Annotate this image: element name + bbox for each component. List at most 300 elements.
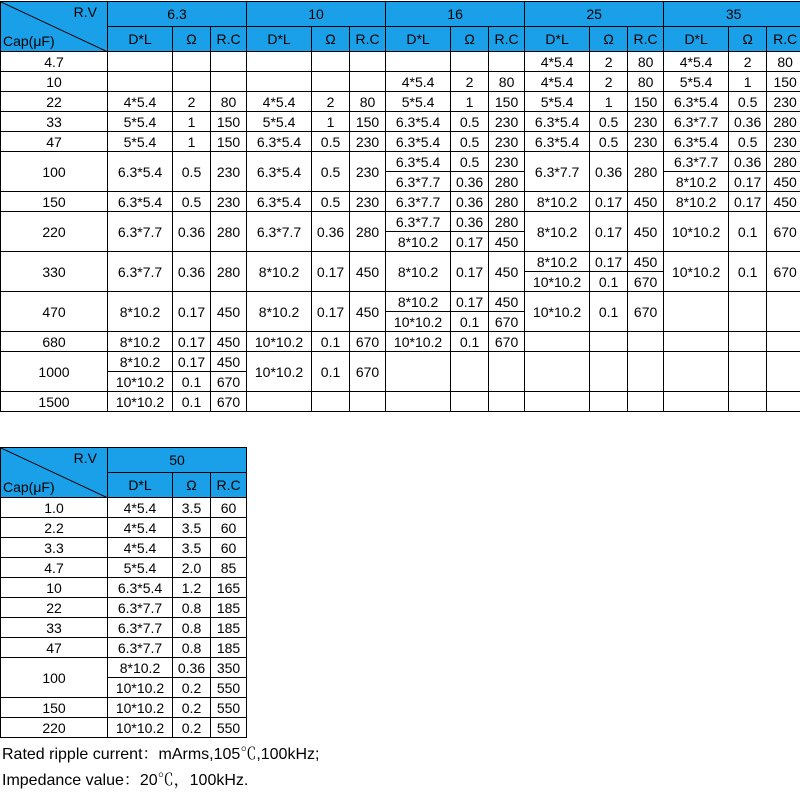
- size-cell: 5*5.4: [525, 92, 590, 112]
- capacitance-cell: 2.2: [1, 518, 108, 538]
- notes: [2, 742, 319, 794]
- empty-cell: [312, 392, 350, 412]
- size-cell: 10*10.2: [108, 678, 173, 698]
- rated-voltage-label: R.V: [73, 4, 97, 20]
- ripple-cell: 670: [211, 392, 247, 412]
- size-cell: 10*10.2: [664, 212, 729, 252]
- empty-cell: [664, 392, 729, 412]
- table-row: [1, 518, 247, 538]
- ripple-header: R.C: [767, 27, 800, 52]
- size-header: D*L: [247, 27, 312, 52]
- ripple-cell: 150: [211, 132, 247, 152]
- ripple-cell: 450: [211, 332, 247, 352]
- ripple-cell: 450: [211, 352, 247, 372]
- table-row: [1, 638, 247, 658]
- size-cell: 4*5.4: [525, 52, 590, 72]
- empty-cell: [247, 72, 312, 92]
- size-cell: 6.3*5.4: [525, 112, 590, 132]
- impedance-cell: 0.2: [173, 718, 211, 738]
- capacitance-label: Cap(μF): [3, 33, 55, 49]
- impedance-cell: 0.17: [729, 172, 767, 192]
- corner-header: [1, 2, 108, 52]
- impedance-cell: 2: [312, 92, 350, 112]
- impedance-header: Ω: [173, 473, 211, 498]
- ripple-cell: 230: [767, 92, 800, 112]
- empty-cell: [211, 52, 247, 72]
- impedance-cell: 0.5: [312, 152, 350, 192]
- size-cell: 10*10.2: [664, 252, 729, 292]
- empty-cell: [628, 352, 664, 392]
- empty-cell: [312, 52, 350, 72]
- ripple-cell: 550: [211, 718, 247, 738]
- rated-voltage-label: R.V: [73, 450, 97, 466]
- ripple-cell: 185: [211, 618, 247, 638]
- ripple-header: R.C: [489, 27, 525, 52]
- ripple-cell: 670: [350, 332, 386, 352]
- capacitance-cell: 4.7: [1, 52, 108, 72]
- size-cell: 6.3*5.4: [108, 152, 173, 192]
- size-cell: 4*5.4: [108, 92, 173, 112]
- ripple-cell: 280: [767, 152, 800, 172]
- ripple-cell: 670: [767, 212, 800, 252]
- ripple-cell: 450: [489, 292, 525, 312]
- size-cell: 8*10.2: [386, 252, 451, 292]
- size-cell: 10*10.2: [108, 718, 173, 738]
- table-row: [1, 132, 800, 152]
- impedance-cell: 2: [590, 52, 628, 72]
- ripple-cell: 60: [211, 518, 247, 538]
- ripple-cell: 550: [211, 678, 247, 698]
- ripple-cell: 670: [489, 332, 525, 352]
- ripple-cell: 80: [628, 72, 664, 92]
- impedance-cell: 0.1: [173, 392, 211, 412]
- impedance-cell: 0.17: [451, 232, 489, 252]
- impedance-header: Ω: [173, 27, 211, 52]
- impedance-cell: 1: [173, 132, 211, 152]
- ripple-cell: 80: [211, 92, 247, 112]
- size-cell: 5*5.4: [386, 92, 451, 112]
- ripple-table-50v: [0, 447, 247, 738]
- impedance-cell: 0.8: [173, 638, 211, 658]
- empty-cell: [729, 332, 767, 352]
- size-cell: 8*10.2: [664, 192, 729, 212]
- ripple-cell: 60: [211, 498, 247, 518]
- ripple-cell: 185: [211, 638, 247, 658]
- capacitance-cell: 33: [1, 112, 108, 132]
- size-cell: 6.3*7.7: [386, 192, 451, 212]
- size-cell: 6.3*7.7: [386, 212, 451, 232]
- size-header: D*L: [108, 27, 173, 52]
- ripple-cell: 670: [628, 292, 664, 332]
- impedance-cell: 0.17: [312, 252, 350, 292]
- table-row: [1, 252, 800, 272]
- ripple-cell: 80: [350, 92, 386, 112]
- size-cell: 8*10.2: [247, 292, 312, 332]
- impedance-cell: 0.5: [590, 112, 628, 132]
- table-row: [1, 718, 247, 738]
- voltage-header: 10: [247, 2, 386, 27]
- size-cell: 6.3*7.7: [108, 212, 173, 252]
- size-cell: 8*10.2: [108, 352, 173, 372]
- size-cell: 10*10.2: [525, 292, 590, 332]
- impedance-cell: 0.17: [451, 292, 489, 312]
- capacitance-label: Cap(μF): [3, 479, 55, 495]
- size-cell: 8*10.2: [525, 252, 590, 272]
- ripple-cell: 350: [211, 658, 247, 678]
- impedance-cell: 0.5: [173, 152, 211, 192]
- size-cell: 5*5.4: [108, 112, 173, 132]
- capacitance-cell: 22: [1, 598, 108, 618]
- capacitance-cell: 3.3: [1, 538, 108, 558]
- impedance-header: Ω: [729, 27, 767, 52]
- impedance-cell: 0.17: [312, 292, 350, 332]
- ripple-note: Rated ripple current：mArms,105℃,100kHz;: [2, 746, 320, 763]
- ripple-cell: 280: [350, 212, 386, 252]
- empty-cell: [386, 52, 451, 72]
- size-cell: 10*10.2: [108, 392, 173, 412]
- ripple-header: R.C: [211, 473, 247, 498]
- table-row: [1, 538, 247, 558]
- empty-cell: [489, 392, 525, 412]
- size-cell: 4*5.4: [386, 72, 451, 92]
- size-cell: 10*10.2: [108, 698, 173, 718]
- table-row: [1, 578, 247, 598]
- size-cell: 6.3*7.7: [664, 152, 729, 172]
- empty-cell: [173, 72, 211, 92]
- ripple-table-main: [0, 1, 800, 412]
- capacitance-cell: 1.0: [1, 498, 108, 518]
- impedance-cell: 0.1: [729, 212, 767, 252]
- size-cell: 6.3*5.4: [247, 192, 312, 212]
- table-row: [1, 558, 247, 578]
- capacitance-cell: 150: [1, 698, 108, 718]
- table-row: [1, 498, 247, 518]
- empty-cell: [767, 352, 800, 392]
- impedance-cell: 0.17: [451, 252, 489, 292]
- impedance-cell: 0.5: [590, 132, 628, 152]
- empty-cell: [451, 52, 489, 72]
- table-row: [1, 332, 800, 352]
- impedance-cell: 0.17: [590, 252, 628, 272]
- size-cell: 8*10.2: [525, 212, 590, 252]
- impedance-cell: 3.5: [173, 538, 211, 558]
- empty-cell: [247, 52, 312, 72]
- table-row: [1, 292, 800, 312]
- empty-cell: [451, 352, 489, 392]
- size-header: D*L: [108, 473, 173, 498]
- size-cell: 6.3*5.4: [386, 152, 451, 172]
- impedance-cell: 2: [590, 72, 628, 92]
- ripple-cell: 230: [767, 132, 800, 152]
- capacitance-cell: 33: [1, 618, 108, 638]
- ripple-cell: 450: [350, 252, 386, 292]
- size-cell: 6.3*7.7: [108, 638, 173, 658]
- impedance-cell: 0.5: [451, 132, 489, 152]
- size-cell: 6.3*5.4: [664, 92, 729, 112]
- ripple-cell: 150: [767, 72, 800, 92]
- table-row: [1, 618, 247, 638]
- voltage-header: 35: [664, 2, 800, 27]
- impedance-cell: 1: [729, 72, 767, 92]
- impedance-cell: 0.36: [173, 252, 211, 292]
- impedance-cell: 0.17: [173, 332, 211, 352]
- empty-cell: [628, 332, 664, 352]
- ripple-cell: 450: [628, 212, 664, 252]
- voltage-header: 16: [386, 2, 525, 27]
- capacitance-cell: 1500: [1, 392, 108, 412]
- size-cell: 4*5.4: [108, 498, 173, 518]
- capacitance-cell: 22: [1, 92, 108, 112]
- size-cell: 6.3*7.7: [108, 618, 173, 638]
- size-cell: 5*5.4: [108, 558, 173, 578]
- ripple-cell: 280: [628, 152, 664, 192]
- impedance-cell: 0.36: [173, 212, 211, 252]
- impedance-header: Ω: [590, 27, 628, 52]
- size-header: D*L: [525, 27, 590, 52]
- impedance-cell: 0.5: [312, 192, 350, 212]
- ripple-cell: 150: [628, 92, 664, 112]
- empty-cell: [489, 52, 525, 72]
- ripple-cell: 150: [211, 112, 247, 132]
- table-row: [1, 92, 800, 112]
- size-cell: 8*10.2: [108, 292, 173, 332]
- impedance-header: Ω: [312, 27, 350, 52]
- impedance-cell: 0.5: [451, 112, 489, 132]
- ripple-cell: 150: [489, 92, 525, 112]
- impedance-cell: 0.36: [729, 112, 767, 132]
- impedance-cell: 0.1: [590, 272, 628, 292]
- size-header: D*L: [664, 27, 729, 52]
- empty-cell: [590, 332, 628, 352]
- empty-cell: [525, 352, 590, 392]
- ripple-cell: 450: [628, 192, 664, 212]
- size-cell: 4*5.4: [664, 52, 729, 72]
- size-cell: 6.3*7.7: [108, 598, 173, 618]
- impedance-cell: 0.1: [312, 352, 350, 392]
- ripple-cell: 60: [211, 538, 247, 558]
- capacitance-cell: 100: [1, 152, 108, 192]
- ripple-cell: 230: [628, 132, 664, 152]
- ripple-cell: 450: [489, 232, 525, 252]
- ripple-cell: 230: [350, 132, 386, 152]
- size-cell: 10*10.2: [386, 332, 451, 352]
- empty-cell: [729, 392, 767, 412]
- empty-cell: [108, 72, 173, 92]
- capacitance-cell: 220: [1, 212, 108, 252]
- table-row: [1, 698, 247, 718]
- ripple-header: R.C: [211, 27, 247, 52]
- size-cell: 8*10.2: [525, 192, 590, 212]
- voltage-header: 6.3: [108, 2, 247, 27]
- size-cell: 6.3*5.4: [386, 132, 451, 152]
- voltage-header-row: [1, 2, 800, 27]
- ripple-cell: 80: [767, 52, 800, 72]
- ripple-cell: 550: [211, 698, 247, 718]
- ripple-cell: 280: [489, 212, 525, 232]
- impedance-cell: 0.5: [451, 152, 489, 172]
- ripple-cell: 280: [489, 192, 525, 212]
- impedance-note: Impedance value：20℃，100kHz.: [2, 772, 249, 789]
- ripple-cell: 230: [350, 192, 386, 212]
- ripple-cell: 280: [489, 172, 525, 192]
- size-cell: 4*5.4: [108, 518, 173, 538]
- size-cell: 4*5.4: [247, 92, 312, 112]
- impedance-cell: 3.5: [173, 498, 211, 518]
- capacitance-cell: 220: [1, 718, 108, 738]
- corner-header: [1, 448, 108, 498]
- impedance-cell: 2: [173, 92, 211, 112]
- size-cell: 6.3*7.7: [247, 212, 312, 252]
- ripple-cell: 450: [211, 292, 247, 332]
- impedance-cell: 0.1: [451, 312, 489, 332]
- ripple-cell: 165: [211, 578, 247, 598]
- empty-cell: [350, 392, 386, 412]
- impedance-cell: 0.1: [312, 332, 350, 352]
- voltage-header: 50: [108, 448, 247, 473]
- impedance-cell: 0.36: [451, 212, 489, 232]
- size-cell: 5*5.4: [664, 72, 729, 92]
- size-cell: 6.3*5.4: [247, 152, 312, 192]
- empty-cell: [664, 292, 729, 332]
- size-cell: 5*5.4: [108, 132, 173, 152]
- empty-cell: [211, 72, 247, 92]
- ripple-header: R.C: [350, 27, 386, 52]
- empty-cell: [173, 52, 211, 72]
- ripple-cell: 670: [767, 252, 800, 292]
- impedance-cell: 2.0: [173, 558, 211, 578]
- size-cell: 10*10.2: [108, 372, 173, 392]
- impedance-cell: 0.36: [451, 192, 489, 212]
- table-row: [1, 598, 247, 618]
- ripple-cell: 80: [628, 52, 664, 72]
- impedance-cell: 0.5: [173, 192, 211, 212]
- ripple-cell: 450: [489, 252, 525, 292]
- impedance-cell: 1.2: [173, 578, 211, 598]
- size-cell: 6.3*5.4: [386, 112, 451, 132]
- ripple-cell: 280: [211, 212, 247, 252]
- ripple-cell: 670: [489, 312, 525, 332]
- impedance-cell: 1: [312, 112, 350, 132]
- size-cell: 4*5.4: [108, 538, 173, 558]
- impedance-cell: 0.36: [173, 658, 211, 678]
- size-cell: 6.3*7.7: [386, 172, 451, 192]
- size-cell: 6.3*5.4: [108, 578, 173, 598]
- impedance-cell: 0.1: [729, 252, 767, 292]
- capacitance-cell: 10: [1, 72, 108, 92]
- impedance-cell: 0.8: [173, 598, 211, 618]
- ripple-cell: 670: [628, 272, 664, 292]
- table-row: [1, 212, 800, 232]
- empty-cell: [312, 72, 350, 92]
- size-cell: 6.3*5.4: [108, 192, 173, 212]
- impedance-cell: 1: [451, 92, 489, 112]
- impedance-cell: 0.5: [729, 92, 767, 112]
- empty-cell: [664, 332, 729, 352]
- capacitance-cell: 470: [1, 292, 108, 332]
- impedance-cell: 0.1: [451, 332, 489, 352]
- table-row: [1, 52, 800, 72]
- ripple-cell: 230: [489, 132, 525, 152]
- empty-cell: [525, 332, 590, 352]
- empty-cell: [386, 352, 451, 392]
- impedance-cell: 0.5: [729, 132, 767, 152]
- size-cell: 6.3*7.7: [664, 112, 729, 132]
- impedance-cell: 0.17: [590, 192, 628, 212]
- impedance-cell: 0.36: [312, 212, 350, 252]
- size-cell: 6.3*7.7: [108, 252, 173, 292]
- voltage-header: 25: [525, 2, 664, 27]
- ripple-cell: 230: [350, 152, 386, 192]
- table-row: [1, 112, 800, 132]
- empty-cell: [108, 52, 173, 72]
- ripple-cell: 670: [211, 372, 247, 392]
- impedance-cell: 0.1: [173, 372, 211, 392]
- capacitance-cell: 330: [1, 252, 108, 292]
- ripple-cell: 185: [211, 598, 247, 618]
- capacitance-cell: 4.7: [1, 558, 108, 578]
- empty-cell: [525, 392, 590, 412]
- capacitance-cell: 680: [1, 332, 108, 352]
- table-row: [1, 152, 800, 172]
- empty-cell: [590, 352, 628, 392]
- table-row: [1, 392, 800, 412]
- impedance-cell: 0.2: [173, 698, 211, 718]
- ripple-cell: 230: [211, 152, 247, 192]
- impedance-cell: 0.1: [590, 292, 628, 332]
- empty-cell: [489, 352, 525, 392]
- empty-cell: [767, 292, 800, 332]
- size-cell: 6.3*5.4: [664, 132, 729, 152]
- subheader-row: [1, 27, 800, 52]
- size-cell: 8*10.2: [108, 658, 173, 678]
- ripple-cell: 280: [767, 112, 800, 132]
- table-row: [1, 72, 800, 92]
- size-cell: 8*10.2: [108, 332, 173, 352]
- impedance-cell: 1: [590, 92, 628, 112]
- impedance-cell: 0.17: [173, 292, 211, 332]
- impedance-cell: 0.36: [590, 152, 628, 192]
- capacitance-cell: 150: [1, 192, 108, 212]
- empty-cell: [767, 392, 800, 412]
- voltage-header-row: [1, 448, 247, 473]
- empty-cell: [247, 392, 312, 412]
- empty-cell: [451, 392, 489, 412]
- impedance-cell: 0.17: [590, 212, 628, 252]
- impedance-cell: 1: [173, 112, 211, 132]
- size-cell: 8*10.2: [664, 172, 729, 192]
- ripple-cell: 280: [211, 252, 247, 292]
- size-cell: 6.3*7.7: [525, 152, 590, 192]
- impedance-cell: 0.8: [173, 618, 211, 638]
- ripple-cell: 450: [767, 172, 800, 192]
- empty-cell: [628, 392, 664, 412]
- size-cell: 6.3*5.4: [525, 132, 590, 152]
- size-cell: 10*10.2: [247, 332, 312, 352]
- impedance-cell: 0.36: [451, 172, 489, 192]
- empty-cell: [590, 392, 628, 412]
- ripple-header: R.C: [628, 27, 664, 52]
- empty-cell: [729, 292, 767, 332]
- capacitance-cell: 47: [1, 638, 108, 658]
- size-cell: 10*10.2: [247, 352, 312, 392]
- impedance-cell: 0.2: [173, 678, 211, 698]
- impedance-header: Ω: [451, 27, 489, 52]
- ripple-cell: 450: [767, 192, 800, 212]
- size-cell: 8*10.2: [247, 252, 312, 292]
- ripple-cell: 230: [628, 112, 664, 132]
- table-row: [1, 192, 800, 212]
- empty-cell: [729, 352, 767, 392]
